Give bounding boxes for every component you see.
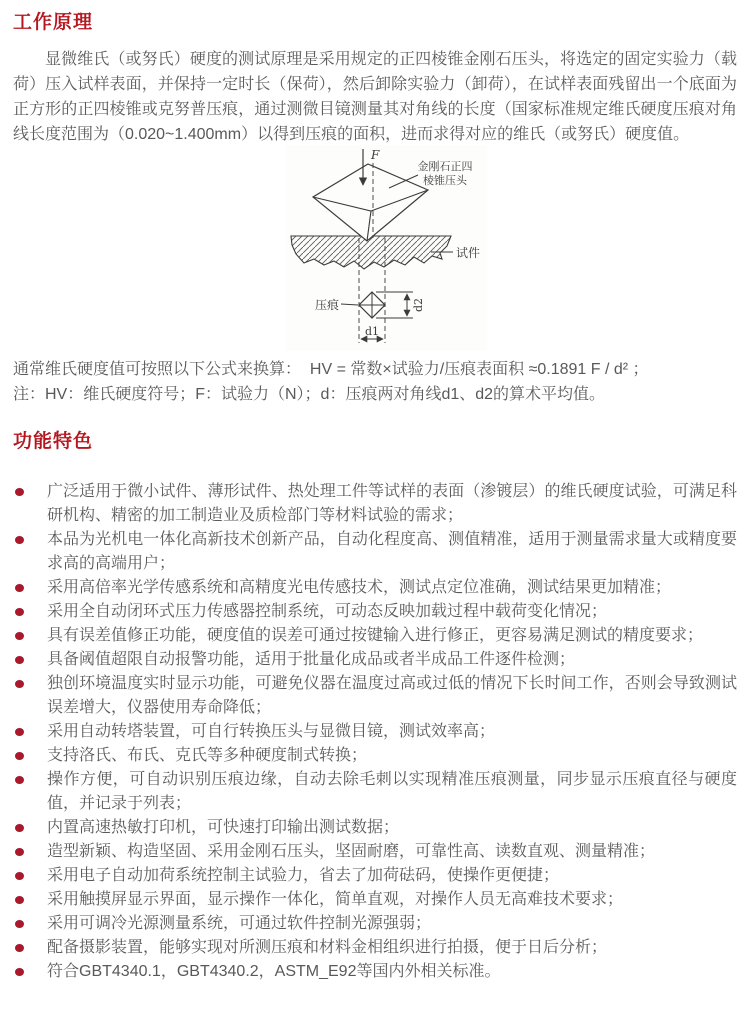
d1-label: d1 [364,325,380,338]
feature-item: 配备摄影装置，能够实现对所测压痕和材料金相组织进行拍摄，便于日后分析； [13,936,737,960]
feature-item: 采用高倍率光学传感系统和高精度光电传感技术，测试点定位准确，测试结果更加精准； [13,576,737,600]
specimen-block [291,236,451,269]
feature-item: 支持洛氏、布氏、克氏等多种硬度制式转换； [13,744,737,768]
feature-item: 采用全自动闭环式压力传感器控制系统，可动态反映加载过程中载荷变化情况； [13,600,737,624]
feature-item: 造型新颖、构造坚固、采用金刚石压头，坚固耐磨，可靠性高、读数直观、测量精准； [13,840,737,864]
formula-line: 通常维氏硬度值可按照以下公式来换算： HV = 常数×试验力/压痕表面积 ≈0.1891 F / d² ； [13,361,649,378]
feature-item: 操作方便，可自动识别压痕边缘，自动去除毛刺以实现精准压痕测量，同步显示压痕直径与硬度值，并记录于列表； [13,768,737,816]
features-list [13,480,737,984]
product-doc-page [0,12,750,1008]
feature-item: 具有误差值修正功能，硬度值的误差可通过按键输入进行修正，更容易满足测试的精度要求； [13,624,737,648]
section-title-working-principle: 工作原理 [13,12,94,33]
indenter-label-line2: 棱锥压头 [423,174,467,187]
feature-item: 内置高速热敏打印机，可快速打印输出测试数据； [13,816,737,840]
indenter-pyramid-outline [313,164,428,241]
indent-label: 压痕 [315,298,340,312]
principle-paragraph: 显微维氏（或努氏）硬度的测试原理是采用规定的正四棱锥金刚石压头，将选定的固定实验力（载荷）压入试样表面，并保持一定时长（保荷），然后卸除实验力（卸荷），在试样表面残留出一个底面为正方形的正四棱锥或克努普压痕，通过测微目镜测量其对角线的长度（国家标准规定维氏硬度压痕对角线长度范围为（0.020~1.400mm）以得到压痕的面积，进而求得对应的维氏（或努氏）硬度值。 [13,51,737,143]
feature-item: 采用触摸屏显示界面，显示操作一体化，简单直观，对操作人员无高难技术要求； [13,888,737,912]
feature-item: 独创环境温度实时显示功能，可避免仪器在温度过高或过低的情况下长时间工作，否则会导致测试误差增大，仪器使用寿命降低； [13,672,737,720]
feature-item: 具备阈值超限自动报警功能，适用于批量化成品或者半成品工件逐件检测； [13,648,737,672]
feature-item: 采用电子自动加荷系统控制主试验力，省去了加荷砝码，使操作更便捷； [13,864,737,888]
feature-item: 本品为光机电一体化高新技术创新产品，自动化程度高、测值精准，适用于测量需求量大或精度要求高的高端用户； [13,528,737,576]
indentation-diagonals [359,292,385,318]
feature-item: 符合GBT4340.1，GBT4340.2，ASTM_E92等国内外相关标准。 [13,960,737,984]
formula-note: 注：HV：维氏硬度符号；F：试验力（N）；d：压痕两对角线d1、d2的算术平均值。 [13,386,606,403]
feature-item: 采用自动转塔装置，可自行转换压头与显微目镜，测试效率高； [13,720,737,744]
section-title-features: 功能特色 [13,431,94,452]
feature-item: 广泛适用于微小试件、薄形试件、热处理工件等试样的表面（渗镀层）的维氏硬度试验，可满足科研机构、精密的加工制造业及质检部门等材料试验的需求； [13,480,737,528]
indenter-label-line1: 金刚石正四 [417,160,473,173]
indenter-diagram-svg [285,145,487,351]
indent-label-leader [341,304,358,305]
feature-item: 采用可调冷光源测量系统，可通过软件控制光源强弱； [13,912,737,936]
d2-label: d2 [412,297,425,313]
specimen-label: 试件 [456,246,481,260]
indenter-diagram [285,145,487,351]
force-label: F [371,148,380,162]
